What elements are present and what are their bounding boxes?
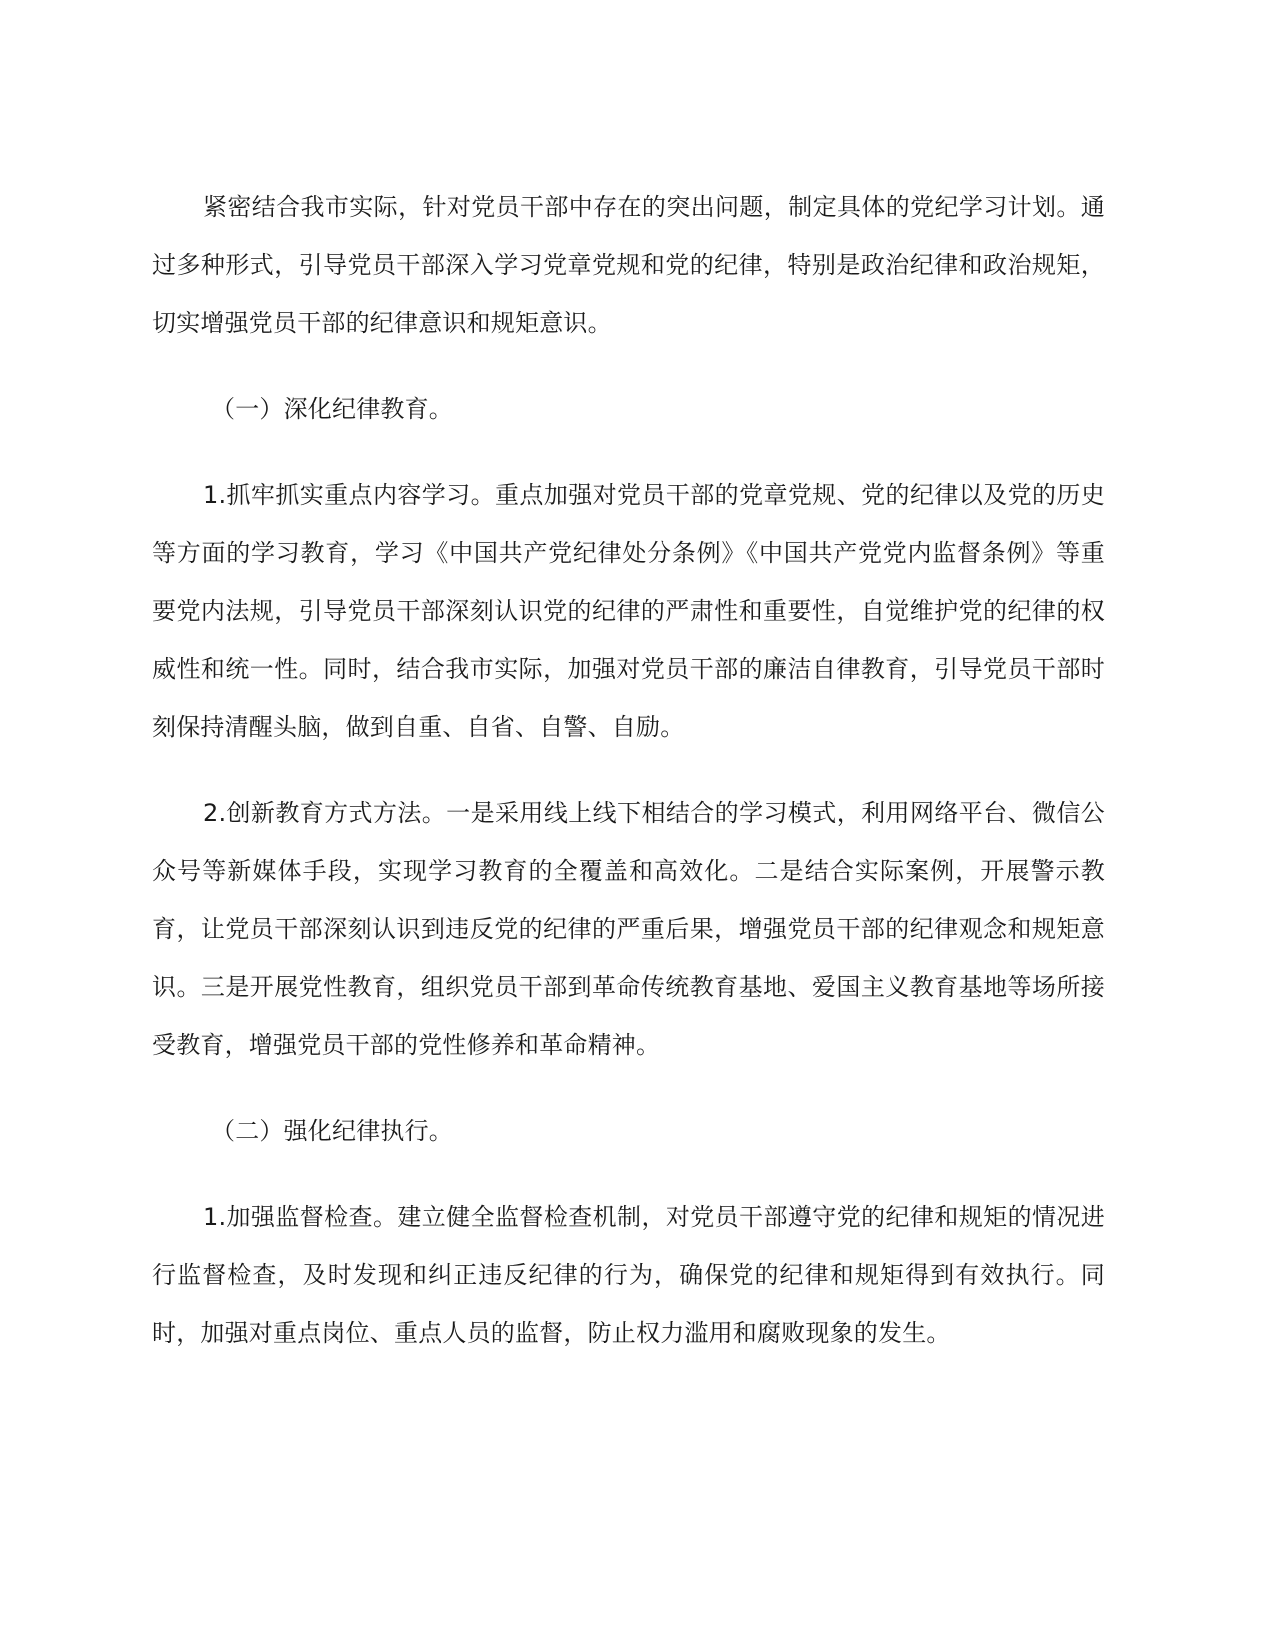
document-page: [152, 178, 1105, 1390]
intro-paragraph: 紧密结合我市实际，针对党员干部中存在的突出问题，制定具体的党纪学习计划。通过多种形式，引导党员干部深入学习党章党规和党的纪律，特别是政治纪律和政治规矩，切实增强党员干部的纪律意识和规矩意识。: [152, 193, 1105, 337]
section-heading-1: （一）深化纪律教育。: [211, 395, 453, 423]
paragraph-1-2: 2.创新教育方式方法。一是采用线上线下相结合的学习模式，利用网络平台、微信公众号等新媒体手段，实现学习教育的全覆盖和高效化。二是结合实际案例，开展警示教育，让党员干部深刻认识到违反党的纪律的严重后果，增强党员干部的纪律观念和规矩意识。三是开展党性教育，组织党员干部到革命传统教育基地、爱国主义教育基地等场所接受教育，增强党员干部的党性修养和革命精神。: [152, 799, 1105, 1059]
paragraph-1-1: 1.抓牢抓实重点内容学习。重点加强对党员干部的党章党规、党的纪律以及党的历史等方面的学习教育，学习《中国共产党纪律处分条例》《中国共产党党内监督条例》等重要党内法规，引导党员干部深刻认识党的纪律的严肃性和重要性，自觉维护党的纪律的权威性和统一性。同时，结合我市实际，加强对党员干部的廉洁自律教育，引导党员干部时刻保持清醒头脑，做到自重、自省、自警、自励。: [152, 481, 1105, 741]
paragraph-2-1: 1.加强监督检查。建立健全监督检查机制，对党员干部遵守党的纪律和规矩的情况进行监督检查，及时发现和纠正违反纪律的行为，确保党的纪律和规矩得到有效执行。同时，加强对重点岗位、重点人员的监督，防止权力滥用和腐败现象的发生。: [152, 1203, 1105, 1347]
section-heading-2: （二）强化纪律执行。: [211, 1117, 453, 1145]
